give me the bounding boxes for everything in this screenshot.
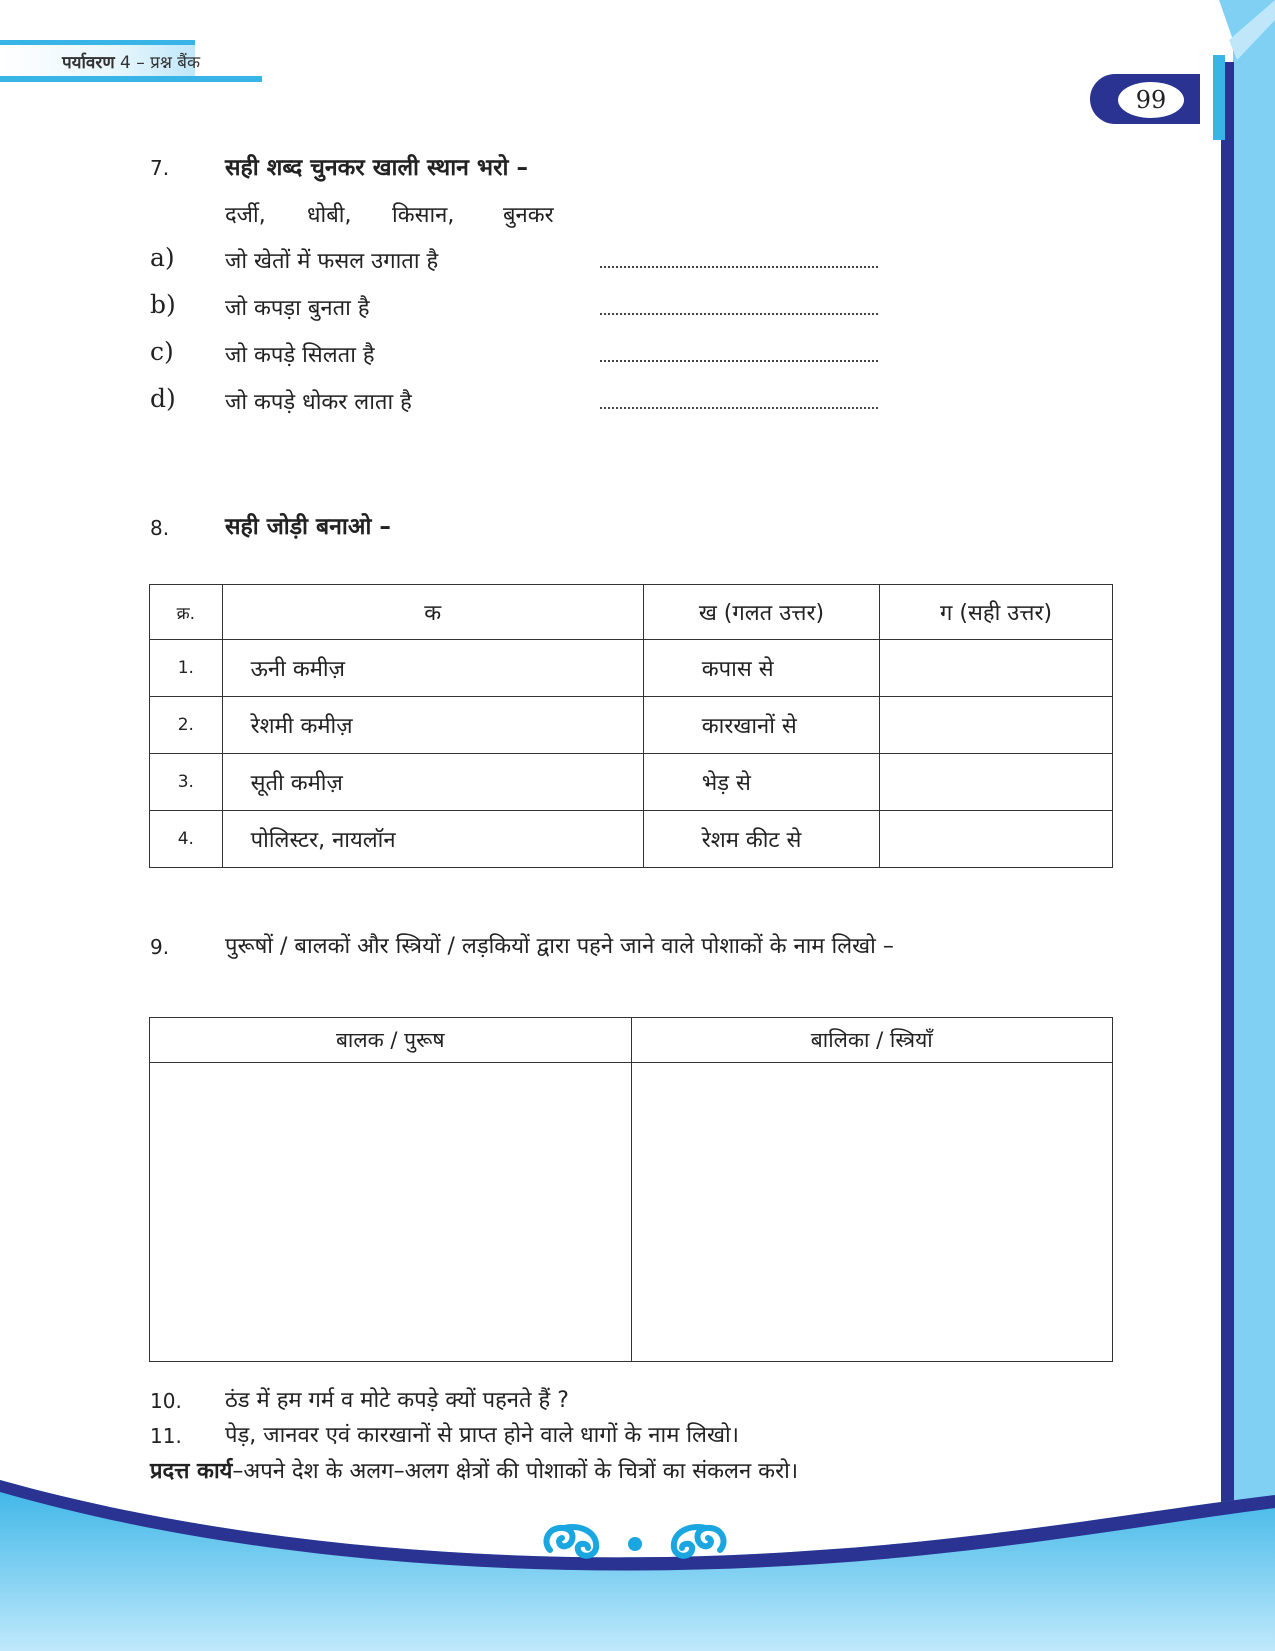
q10-text: ठंड में हम गर्म व मोटे कपड़े क्यों पहनते हैं ? (225, 1388, 569, 1413)
table-row (150, 640, 1113, 697)
right-page-decoration (1155, 0, 1275, 1651)
header-rule-top (0, 40, 195, 45)
header-subject: पर्यावरण (62, 53, 115, 73)
table-row (150, 1063, 1113, 1362)
answer-cell-boys[interactable] (150, 1063, 632, 1362)
q8-number: 8. (150, 516, 170, 540)
column-k-cell: रेशमी कमीज़ (222, 697, 643, 754)
q7-option: दर्जी, (225, 203, 266, 228)
answer-cell[interactable] (880, 640, 1113, 697)
q7-item-text: जो कपड़ा बुनता है (225, 296, 370, 321)
q7-item-label: d) (150, 384, 176, 413)
q11-number: 11. (150, 1424, 182, 1448)
q7-title: सही शब्द चुनकर खाली स्थान भरो – (225, 155, 528, 181)
answer-blank[interactable] (600, 407, 878, 409)
column-k-cell: पोलिस्टर, नायलॉन (222, 811, 643, 868)
q7-item-text: जो खेतों में फसल उगाता है (225, 249, 439, 274)
row-number: 3. (150, 754, 223, 811)
row-number: 2. (150, 697, 223, 754)
matching-table (149, 584, 1113, 868)
q7-item-label: c) (150, 337, 174, 366)
q8-title: सही जोड़ी बनाओ – (225, 514, 391, 540)
q7-option: किसान, (392, 203, 455, 228)
table-row (150, 811, 1113, 868)
q7-option: बुनकर (503, 203, 554, 228)
answer-blank[interactable] (600, 266, 878, 268)
q10-number: 10. (150, 1389, 182, 1413)
answer-blank[interactable] (600, 360, 878, 362)
q7-item-label: a) (150, 243, 175, 272)
column-header: ख (गलत उत्तर) (643, 585, 879, 640)
column-k-cell: ऊनी कमीज़ (222, 640, 643, 697)
table-header-row (150, 585, 1113, 640)
header-rest: 4 – प्रश्न बैंक (114, 53, 201, 73)
column-header-girls: बालिका / स्त्रियाँ (631, 1018, 1113, 1063)
column-kh-cell: कारखानों से (643, 697, 879, 754)
q9-text: पुरूषों / बालकों और स्त्रियों / लड़कियों द्वारा पहने जाने वाले पोशाकों के नाम लिखो – (225, 934, 894, 959)
answer-cell[interactable] (880, 754, 1113, 811)
project-label: प्रदत्त कार्य (150, 1459, 233, 1484)
table-row (150, 697, 1113, 754)
column-kh-cell: रेशम कीट से (643, 811, 879, 868)
column-header: क्र. (150, 585, 223, 640)
column-kh-cell: भेड़ से (643, 754, 879, 811)
row-number: 1. (150, 640, 223, 697)
q7-item-text: जो कपड़े सिलता है (225, 343, 375, 368)
ornament-icon (540, 1520, 730, 1562)
q7-number: 7. (150, 156, 170, 180)
answer-cell-girls[interactable] (631, 1063, 1113, 1362)
column-k-cell: सूती कमीज़ (222, 754, 643, 811)
running-header (62, 50, 200, 73)
q11-text: पेड़, जानवर एवं कारखानों से प्राप्त होने वाले धागों के नाम लिखो। (225, 1423, 739, 1448)
table-row (150, 754, 1113, 811)
table-header-row (150, 1018, 1113, 1063)
column-header: ग (सही उत्तर) (880, 585, 1113, 640)
project-text: –अपने देश के अलग–अलग क्षेत्रों की पोशाकों के चित्रों का संकलन करो। (232, 1459, 799, 1484)
dress-table (149, 1017, 1113, 1362)
answer-cell[interactable] (880, 811, 1113, 868)
column-header: क (222, 585, 643, 640)
answer-blank[interactable] (600, 313, 878, 315)
answer-cell[interactable] (880, 697, 1113, 754)
header-rule-bottom (0, 76, 262, 82)
q7-item-text: जो कपड़े धोकर लाता है (225, 390, 412, 415)
column-header-boys: बालक / पुरूष (150, 1018, 632, 1063)
page-number: 99 (1118, 82, 1184, 118)
q7-option: धोबी, (307, 203, 352, 228)
q9-number: 9. (150, 935, 170, 959)
column-kh-cell: कपास से (643, 640, 879, 697)
row-number: 4. (150, 811, 223, 868)
q7-item-label: b) (150, 290, 176, 319)
